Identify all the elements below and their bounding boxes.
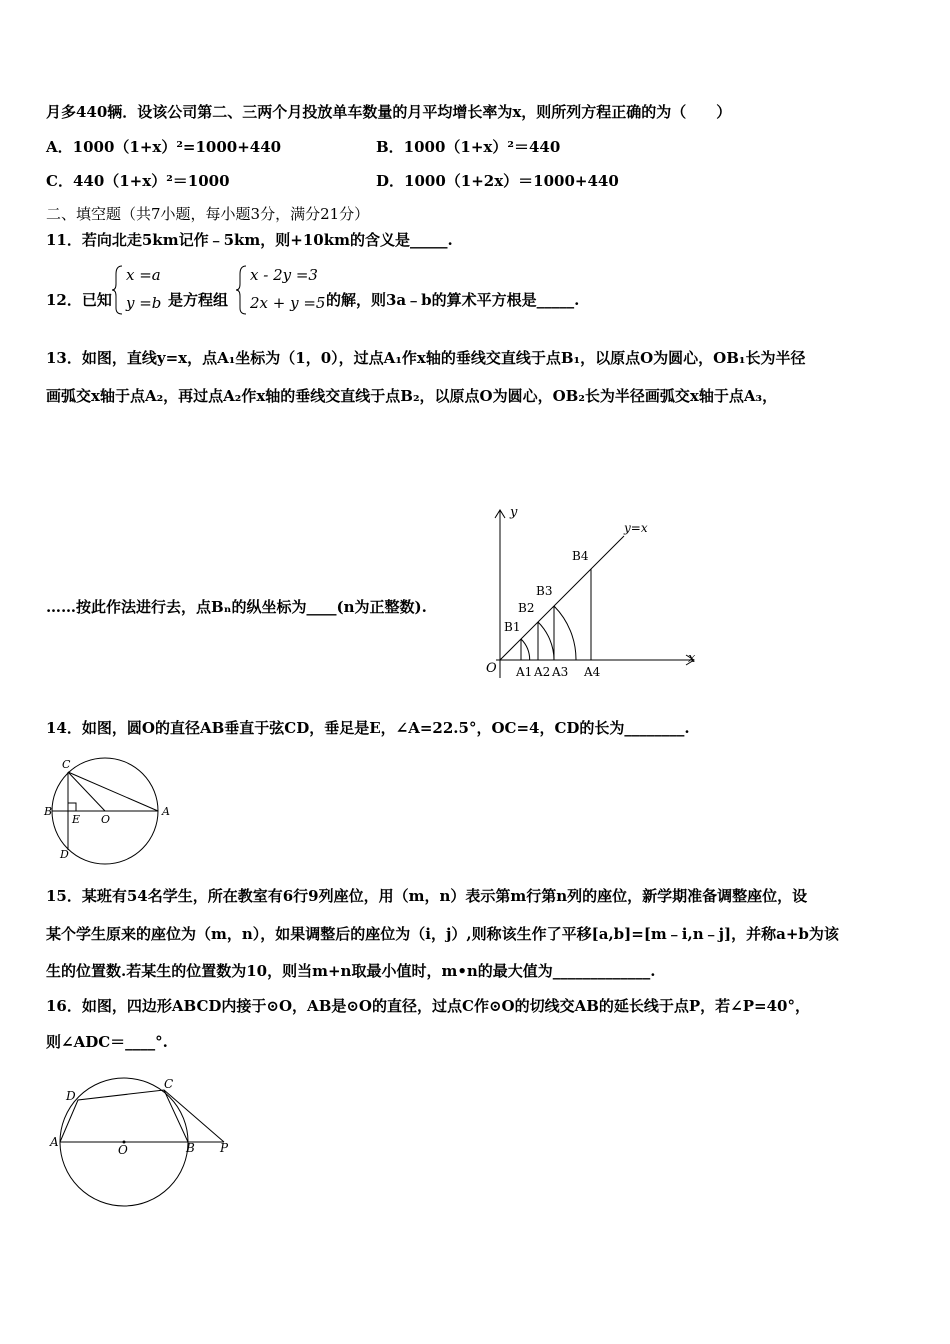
label-a4: A4 <box>584 665 601 679</box>
q12-sys2-eq1: x - 2y =3 <box>250 266 318 284</box>
label-b: B <box>44 805 53 818</box>
quadrilateral-abcd <box>60 1090 188 1142</box>
x-axis-label: x <box>688 651 696 666</box>
arc-3 <box>554 606 576 660</box>
q10-option-b: B．1000（1+x）²＝440 <box>376 138 561 156</box>
segment-ca <box>68 772 158 811</box>
q12-sys1-eq1: x =a <box>126 266 161 284</box>
label-p: P <box>220 1141 229 1155</box>
label-b3: B3 <box>536 584 553 598</box>
q12-sys1-eq2: y =b <box>126 294 162 312</box>
q10-stem: 月多440辆．设该公司第二、三两个月投放单车数量的月平均增长率为x，则所列方程正确的为（ ） <box>46 103 732 121</box>
label-c: C <box>164 1077 174 1091</box>
origin-label: O <box>486 661 497 676</box>
label-o: O <box>118 1143 128 1157</box>
q13-figure <box>466 500 706 690</box>
label-b: B <box>186 1141 195 1155</box>
q10-option-d: D．1000（1+2x）＝1000+440 <box>376 172 619 190</box>
segment-co <box>68 772 105 811</box>
q12-prefix: 12．已知 <box>46 291 112 309</box>
label-d: D <box>66 1089 76 1103</box>
tangent-cp <box>164 1090 224 1142</box>
q12-sys2-eq2: 2x + y =5 <box>250 294 326 312</box>
q12-suffix: 的解，则3a﹣b的算术平方根是_____. <box>326 291 580 309</box>
right-angle-mark <box>68 803 76 811</box>
label-e: E <box>72 813 81 826</box>
q12-middle: 是方程组 <box>168 291 229 309</box>
label-o: O <box>101 813 111 826</box>
label-b2: B2 <box>518 601 535 615</box>
line-y-equals-x <box>500 536 624 660</box>
label-b4: B4 <box>572 549 589 563</box>
q16-line1: 16．如图，四边形ABCD内接于⊙O，AB是⊙O的直径，过点C作⊙O的切线交AB的延长线于点P，若∠P=40°， <box>46 997 810 1015</box>
label-a1: A1 <box>516 665 533 679</box>
q14-figure <box>40 756 180 868</box>
label-a3: A3 <box>552 665 569 679</box>
q16-figure <box>46 1072 246 1212</box>
label-b1: B1 <box>504 620 521 634</box>
label-a2: A2 <box>534 665 551 679</box>
arc-1 <box>521 639 530 660</box>
arc-2 <box>538 622 554 660</box>
q13-line1: 13．如图，直线y=x，点A₁坐标为（1，0），过点A₁作x轴的垂线交直线于点B₁，以原点O为圆心，OB₁长为半径 <box>46 349 806 367</box>
q14-text: 14．如图，圆O的直径AB垂直于弦CD，垂足是E，∠A=22.5°，OC=4，CD的长为________. <box>46 719 690 737</box>
q15-line3: 生的位置数.若某生的位置数为10，则当m+n取最小值时，m•n的最大值为_____________. <box>46 962 656 980</box>
label-d: D <box>60 848 69 861</box>
line-label: y=x <box>624 521 648 535</box>
section-title: 二、填空题（共7小题，每小题3分，满分21分） <box>46 205 370 223</box>
q13-line2: 画弧交x轴于点A₂，再过点A₂作x轴的垂线交直线于点B₂，以原点O为圆心，OB₂长为半径画弧交x轴于点A₃， <box>46 387 778 405</box>
q10-option-c: C．440（1+x）²＝1000 <box>46 172 230 190</box>
label-a: A <box>50 1135 59 1149</box>
q15-line1: 15．某班有54名学生，所在教室有6行9列座位，用（m，n）表示第m行第n列的座位，新学期准备调整座位，设 <box>46 887 808 905</box>
label-c: C <box>62 758 71 771</box>
q16-line2: 则∠ADC＝____°. <box>46 1033 168 1051</box>
label-a: A <box>162 805 170 818</box>
y-axis-label: y <box>510 505 518 520</box>
q11-text: 11．若向北走5km记作﹣5km，则+10km的含义是_____. <box>46 231 453 249</box>
q13-line3: ……按此作法进行去，点Bₙ的纵坐标为____(n为正整数). <box>46 598 427 616</box>
q10-option-a: A．1000（1+x）²=1000+440 <box>46 138 282 156</box>
q15-line2: 某个学生原来的座位为（m，n），如果调整后的座位为（i，j）,则称该生作了平移[a,b]=[m﹣i,n﹣j]，并称a+b为该 <box>46 925 839 943</box>
